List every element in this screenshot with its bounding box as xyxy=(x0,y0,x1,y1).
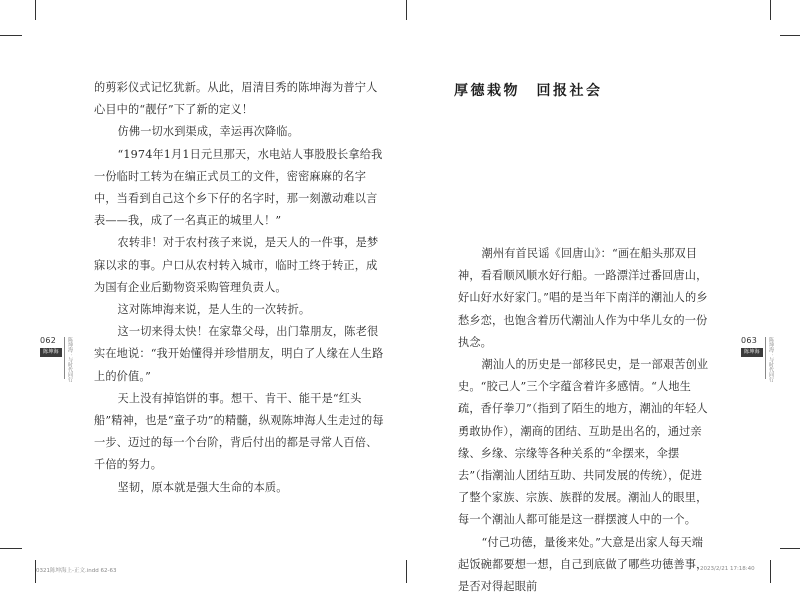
left-paragraph: 这一切来得太快！在家靠父母，出门靠朋友，陈老很实在地说：“我开始懂得并珍惜朋友，明白了人缘在人生路上的价值。” xyxy=(94,325,384,383)
left-folio xyxy=(40,336,80,357)
crop-mark-top-right xyxy=(770,0,771,20)
right-page-body xyxy=(458,243,710,598)
crop-mark-top-center xyxy=(406,0,407,20)
right-folio-rule xyxy=(765,337,766,379)
left-paragraph: 的剪彩仪式记忆犹新。从此，眉清目秀的陈坤海为普宁人心目中的“靓仔”下了新的定义！ xyxy=(94,81,378,117)
right-paragraph: “付己功德，量後来处。”大意是出家人每天端起饭碗都要想一想，自己到底做了哪些功德善事，是否对得起眼前 xyxy=(458,535,708,594)
left-paragraph: “1974年1月1日元旦那天，水电站人事股股长拿给我一份临时工转为在编正式员工的文件，密密麻麻的名字中，当看到自己这个乡下仔的名字时，那一刻激动难以言表——我，成了一名真正的城里人！” xyxy=(94,147,383,228)
crop-mark-right-bottom xyxy=(780,548,800,549)
footer-timestamp: 2023/2/21 17:18:40 xyxy=(700,566,755,572)
crop-mark-left-bottom xyxy=(0,548,22,549)
left-paragraph: 这对陈坤海来说，是人生的一次转折。 xyxy=(117,303,311,317)
right-page-number: 063 xyxy=(741,336,758,345)
right-paragraph: 潮州有首民谣《回唐山》：“画在船头那双目神，看看顺风顺水好行船。一路漂洋过番回唐山，好山好水好家门。”唱的是当年下南洋的潮汕人的乡愁乡恋，也饱含着历代潮汕人作为中华儿女的一份执念。 xyxy=(458,247,708,349)
right-folio xyxy=(741,336,781,357)
left-running-head-tag: 陈坤海 xyxy=(40,348,62,357)
left-page-body xyxy=(94,77,384,499)
crop-mark-top-left xyxy=(35,0,36,20)
right-running-head-text: 陈坤海：与时代同行 xyxy=(768,337,774,382)
crop-mark-bottom-right xyxy=(770,560,771,583)
left-folio-rule xyxy=(64,337,65,379)
crop-mark-bottom-center xyxy=(406,560,407,583)
left-paragraph: 坚韧，原本就是强大生命的本质。 xyxy=(117,480,288,494)
left-paragraph: 天上没有掉馅饼的事。想干、肯干、能干是“红头船”精神，也是“童子功”的精髓，纵观陈坤海人生走过的每一步、迈过的每一个台阶，背后付出的都是寻常人百倍、千倍的努力。 xyxy=(94,391,384,472)
chapter-title: 厚德栽物 回报社会 xyxy=(454,83,603,99)
left-page-number: 062 xyxy=(40,336,57,345)
left-paragraph: 农转非！对于农村孩子来说，是天人的一件事，是梦寐以求的事。户口从农村转入城市，临时工终于转正，成为国有企业后勤物资采购管理负责人。 xyxy=(94,236,379,294)
left-running-head-text: 陈坤海：与时代同行 xyxy=(67,337,73,382)
footer-file-info: 0321陈坤海上-正文.indd 62-63 xyxy=(36,568,117,574)
crop-mark-right-top xyxy=(780,35,800,36)
left-paragraph: 仿佛一切水到渠成，幸运再次降临。 xyxy=(117,125,299,139)
right-paragraph: 潮汕人的历史是一部移民史，是一部艰苦创业史。“胶己人”三个字蕴含着许多感情。“人地生疏，香仔拳刀”（指到了陌生的地方，潮汕的年轻人勇敢协作），潮商的团结、互助是出名的，通过亲缘、乡缘、宗缘等各种关系的“伞摆来，伞摆去”（指潮汕人团结互助、共同发展的传统），促进了整个家族、宗族、族群的发展。潮汕人的眼里，每一个潮汕人都可能是这一群摆渡人中的一个。 xyxy=(458,358,709,527)
crop-mark-left-top xyxy=(0,35,22,36)
right-running-head-tag: 陈坤海 xyxy=(741,348,763,357)
